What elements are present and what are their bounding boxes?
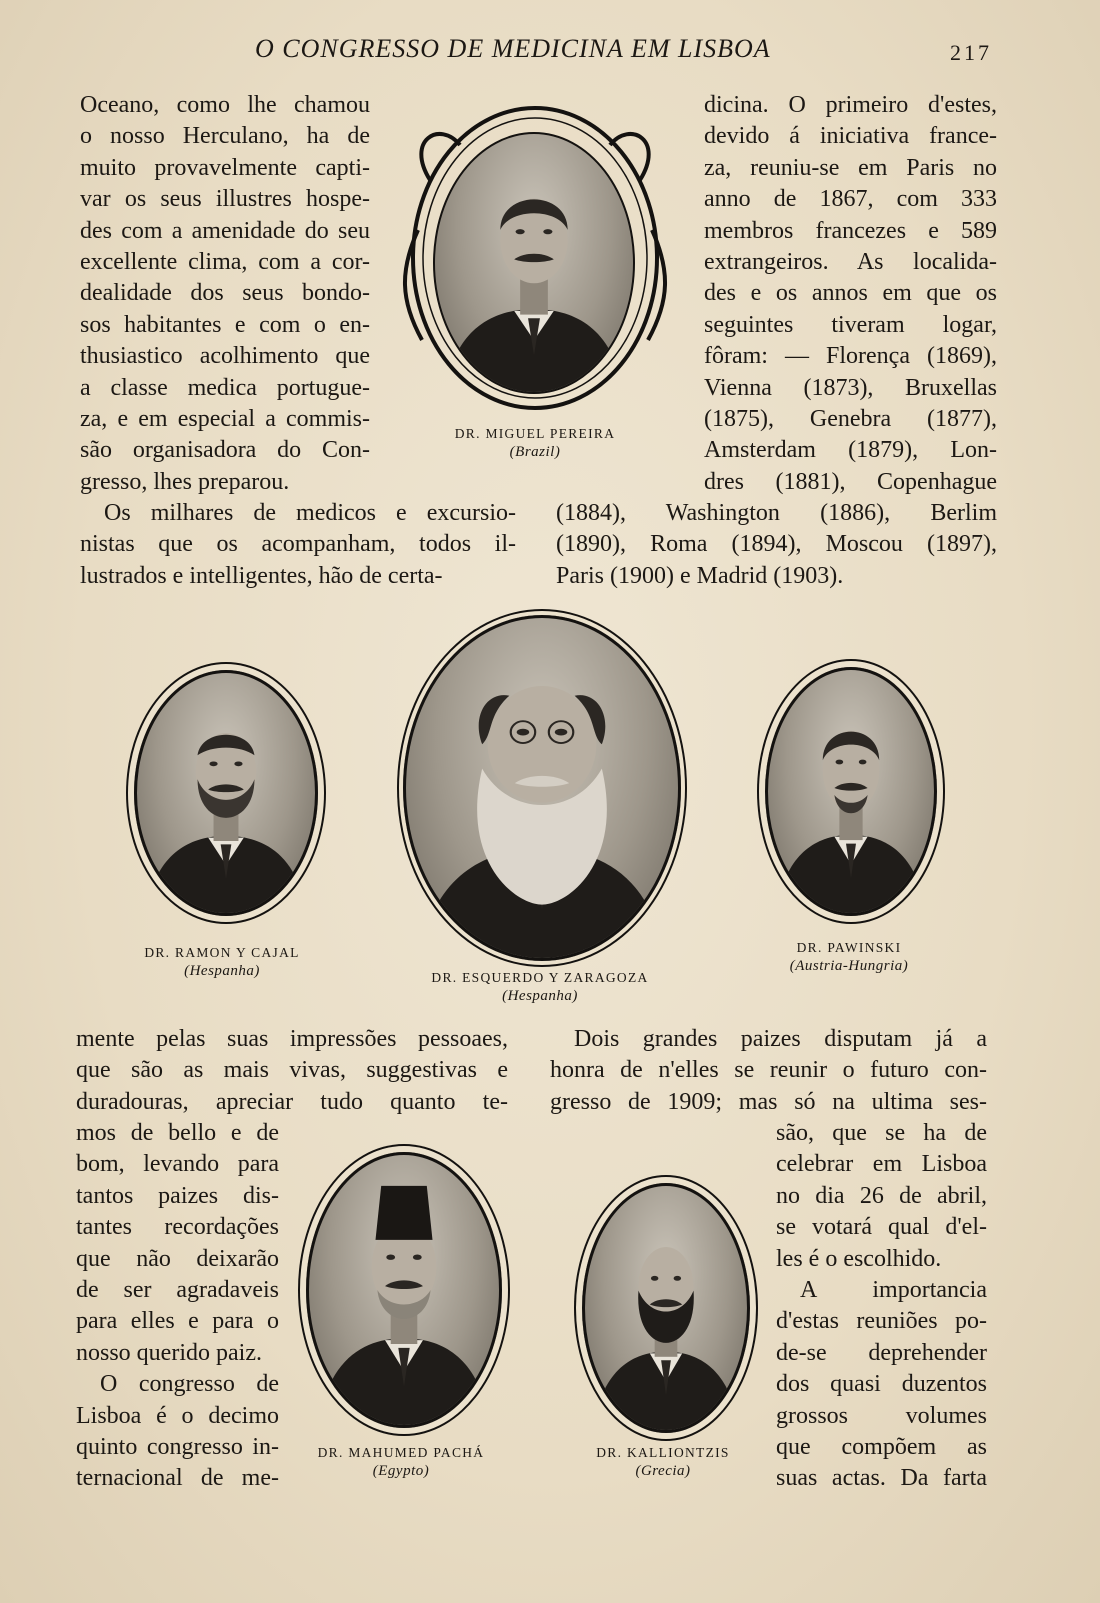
caption-esquerdo-y-zaragoza <box>400 970 680 1005</box>
portrait-mahumed-pacha <box>306 1152 502 1428</box>
text-line: que compõem as <box>776 1433 987 1460</box>
caption-country: (Hespanha) <box>502 988 578 1004</box>
text-line: seguintes tiveram logar, <box>704 311 997 338</box>
text-line: dos quasi duzentos <box>776 1371 987 1398</box>
text-line: nistas que os acompanham, todos il- <box>80 531 516 558</box>
engraved-portrait-illustration <box>406 618 678 958</box>
portrait-ramon-y-cajal <box>134 670 318 916</box>
text-line: sos habitantes e com o en- <box>80 311 370 338</box>
caption-country: (Austria-Hungria) <box>789 958 909 974</box>
text-line: excellente clima, com a cor- <box>80 248 370 275</box>
text-line: Os milhares de medicos e excursio- <box>104 500 516 526</box>
text-line: duradouras, apreciar tudo quanto te- <box>76 1088 508 1115</box>
text-column-bottom-right-wide <box>550 1024 987 1118</box>
text-line: dres (1881), Copenhague <box>704 468 997 495</box>
text-line: de ser agradaveis <box>76 1276 279 1303</box>
text-line: a classe medica portugue- <box>80 374 370 401</box>
text-column-bottom-right <box>776 1118 987 1495</box>
caption-name: DR. MAHUMED PACHÁ <box>317 1445 485 1460</box>
caption-mahumed-pacha <box>296 1445 506 1480</box>
text-line: muito provavelmente capti- <box>80 154 370 181</box>
text-column-bottom-left <box>76 1118 279 1495</box>
text-column-bottom-left-wide <box>76 1024 508 1118</box>
portrait-esquerdo-y-zaragoza <box>403 615 681 961</box>
portrait-miguel-pereira <box>433 132 635 394</box>
text-line: des com a amenidade do seu <box>80 217 370 244</box>
caption-name: DR. KALLIONTZIS <box>596 1445 730 1460</box>
caption-pawinski <box>738 940 960 975</box>
text-line: dealidade dos seus bondo- <box>80 280 370 307</box>
text-line: ternacional de me- <box>76 1465 279 1492</box>
text-line: são, que se ha de <box>776 1120 987 1146</box>
portrait-pawinski <box>765 667 937 916</box>
text-line: gresso, lhes preparou. <box>80 468 290 495</box>
text-line: (1884), Washington (1886), Berlim <box>556 500 997 526</box>
text-line: thusiastico acolhimento que <box>80 343 370 370</box>
text-line: mente pelas suas impressões pessoaes, <box>76 1026 508 1052</box>
text-line: za, e em especial a commis- <box>80 405 370 432</box>
text-line: dicina. O primeiro d'estes, <box>704 92 997 118</box>
text-line: Oceano, como lhe chamou <box>80 92 370 118</box>
text-line: celebrar em Lisboa <box>776 1151 987 1178</box>
text-column-top-right-wide <box>556 498 997 592</box>
caption-name: DR. ESQUERDO Y ZARAGOZA <box>431 970 649 985</box>
caption-ramon-y-cajal <box>110 945 334 980</box>
text-line: les é o escolhido. <box>776 1245 942 1272</box>
text-line: bom, levando para <box>76 1151 279 1178</box>
text-line: gresso de 1909; mas só na ultima ses- <box>550 1088 987 1115</box>
text-line: extrangeiros. As localida- <box>704 248 997 275</box>
engraved-portrait-illustration <box>309 1155 499 1425</box>
text-line: são organisadora do Con- <box>80 437 370 464</box>
text-line: (1875), Genebra (1877), <box>704 405 997 432</box>
text-line: de-se deprehender <box>776 1339 987 1366</box>
portrait-kalliontzis <box>582 1183 750 1433</box>
text-column-top-left-wide <box>80 498 516 592</box>
text-line: var os seus illustres hospe- <box>80 186 370 213</box>
text-line: mos de bello e de <box>76 1120 279 1146</box>
text-line: lustrados e intelligentes, hão de certa- <box>80 562 443 589</box>
text-line: suas actas. Da farta <box>776 1465 987 1492</box>
text-line: devido á iniciativa france- <box>704 123 997 150</box>
text-line: Amsterdam (1879), Lon- <box>704 437 997 464</box>
text-line: no dia 26 de abril, <box>776 1182 987 1209</box>
text-line: anno de 1867, com 333 <box>704 186 997 213</box>
caption-name: DR. RAMON Y CAJAL <box>144 945 300 960</box>
text-line: o nosso Herculano, ha de <box>80 123 370 150</box>
text-line: A importancia <box>800 1276 987 1303</box>
text-line: fôram: — Florença (1869), <box>704 343 997 370</box>
text-line: Vienna (1873), Bruxellas <box>704 374 997 401</box>
caption-kalliontzis <box>563 1445 763 1480</box>
engraved-portrait-illustration <box>137 673 315 913</box>
text-line: quinto congresso in- <box>76 1433 279 1460</box>
text-line: honra de n'elles se reunir o futuro con- <box>550 1057 987 1084</box>
text-line: tantes recordações <box>76 1214 279 1241</box>
caption-country: (Egypto) <box>372 1463 430 1479</box>
engraved-portrait-illustration <box>435 134 633 392</box>
text-line: (1890), Roma (1894), Moscou (1897), <box>556 531 997 558</box>
text-column-top-right <box>704 90 997 498</box>
page-number: 217 <box>950 40 992 65</box>
text-column-top-left <box>80 90 370 498</box>
caption-name: DR. MIGUEL PEREIRA <box>454 426 616 441</box>
text-line: se votará qual d'el- <box>776 1214 987 1241</box>
caption-country: (Hespanha) <box>184 963 260 979</box>
text-line: para elles e para o <box>76 1308 279 1335</box>
text-line: membros francezes e 589 <box>704 217 997 244</box>
engraved-portrait-illustration <box>585 1186 747 1430</box>
text-line: Paris (1900) e Madrid (1903). <box>556 562 844 589</box>
caption-miguel-pereira <box>420 426 650 461</box>
engraved-portrait-illustration <box>768 670 934 913</box>
text-line: grossos volumes <box>776 1402 987 1429</box>
text-line: za, reuniu-se em Paris no <box>704 154 997 181</box>
text-line: que são as mais vivas, suggestivas e <box>76 1057 508 1084</box>
running-header: O CONGRESSO DE MEDICINA EM LISBOA <box>255 34 771 63</box>
text-line: Lisboa é o decimo <box>76 1402 279 1429</box>
text-line: tantos paizes dis- <box>76 1182 279 1209</box>
text-line: O congresso de <box>100 1371 279 1398</box>
text-line: d'estas reuniões po- <box>776 1308 987 1335</box>
caption-country: (Grecia) <box>635 1463 691 1479</box>
text-line: Dois grandes paizes disputam já a <box>574 1026 987 1052</box>
text-line: nosso querido paiz. <box>76 1339 262 1366</box>
text-line: que não deixarão <box>76 1245 279 1272</box>
text-line: des e os annos em que os <box>704 280 997 307</box>
caption-name: DR. PAWINSKI <box>796 940 902 955</box>
caption-country: (Brazil) <box>509 444 561 460</box>
